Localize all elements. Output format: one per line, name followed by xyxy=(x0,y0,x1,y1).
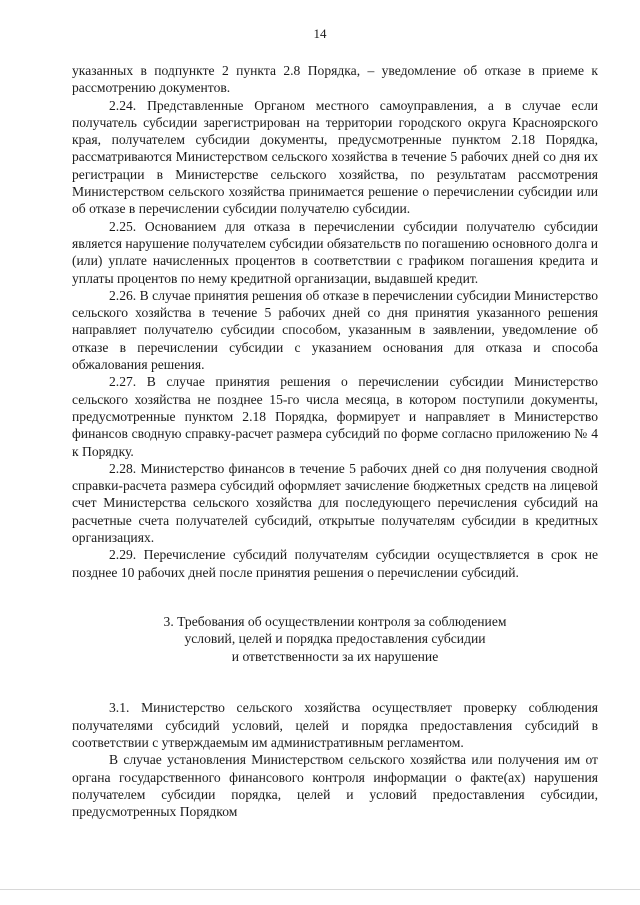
page-number: 14 xyxy=(313,26,327,41)
section-3-heading-line: условий, целей и порядка предоставления субсидии xyxy=(184,631,486,647)
section-3-heading xyxy=(72,613,598,666)
paragraph-2-27: 2.27. В случае принятия решения о перечислении субсидии Министерство сельского хозяйства не позднее 15-го числа месяца, в котором поступили документы, предусмотренные пунктом 2.18 Порядка, формирует и направляет в Министерство финансов сводную справку-расчет размера субсидий по форме согласно приложению № 4 к Порядку. xyxy=(72,374,598,459)
paragraph-2-28: 2.28. Министерство финансов в течение 5 рабочих дней со дня получения сводной справки-расчета размера субсидий оформляет зачисление бюджетных средств на лицевой счет Министерства сельского хозяйства для последующего перечисления субсидий на расчетные счета получателей субсидий, открытые получателям субсидии в кредитных организациях. xyxy=(72,460,598,546)
paragraph-continuation: указанных в подпункте 2 пункта 2.8 Порядка, – уведомление об отказе в приеме к рассмотрению документов. xyxy=(72,63,598,96)
section-3-heading-line: 3. Требования об осуществлении контроля за соблюдением xyxy=(163,613,507,629)
paragraph-3-1: 3.1. Министерство сельского хозяйства осуществляет проверку соблюдения получателями субсидий условий, целей и порядка предоставления субсидий в соответствии с утверждаемым им административным регламентом. xyxy=(72,700,598,750)
section-3-heading-line: и ответственности за их нарушение xyxy=(231,648,439,664)
paragraph-2-29: 2.29. Перечисление субсидий получателям субсидии осуществляется в срок не позднее 10 рабочих дней после принятия решения о перечислении субсидий. xyxy=(72,547,598,580)
paragraph-2-26: 2.26. В случае принятия решения об отказе в перечислении субсидии Министерство сельского хозяйства в течение 5 рабочих дней со дня принятия указанного решения направляет получателю субсидии способом, указанным в заявлении, уведомление об отказе в перечислении субсидии с указанием основания для отказа и способа обжалования решения. xyxy=(72,287,598,373)
paragraph-2-25: 2.25. Основанием для отказа в перечислении субсидии получателю субсидии является нарушение получателем субсидии обязательств по погашению основного долга и (или) уплате начисленных процентов в соответствии с графиком погашения кредита и уплаты процентов по нему кредитной организации, выдавшей кредит. xyxy=(72,218,598,286)
paragraph-violation-case: В случае установления Министерством сельского хозяйства или получения им от органа государственного финансового контроля информации о факте(ах) нарушения получателем субсидии порядка, целей и условий предоставления субсидии, предусмотренных Порядком xyxy=(72,752,598,820)
page-bottom-edge xyxy=(0,889,640,890)
document-body xyxy=(72,62,598,820)
paragraph-2-24: 2.24. Представленные Органом местного самоуправления, а в случае если получатель субсидии зарегистрирован на территории городского округа Красноярского края, получателем субсидии документы, предусмотренные пунктом 2.18 Порядка, рассматриваются Министерством сельского хозяйства в течение 5 рабочих дней со дня их регистрации в Министерстве сельского хозяйства, по результатам рассмотрения Министерством сельского хозяйства принимается решение о перечислении субсидии или об отказе в перечислении субсидии получателю субсидии. xyxy=(72,97,598,217)
